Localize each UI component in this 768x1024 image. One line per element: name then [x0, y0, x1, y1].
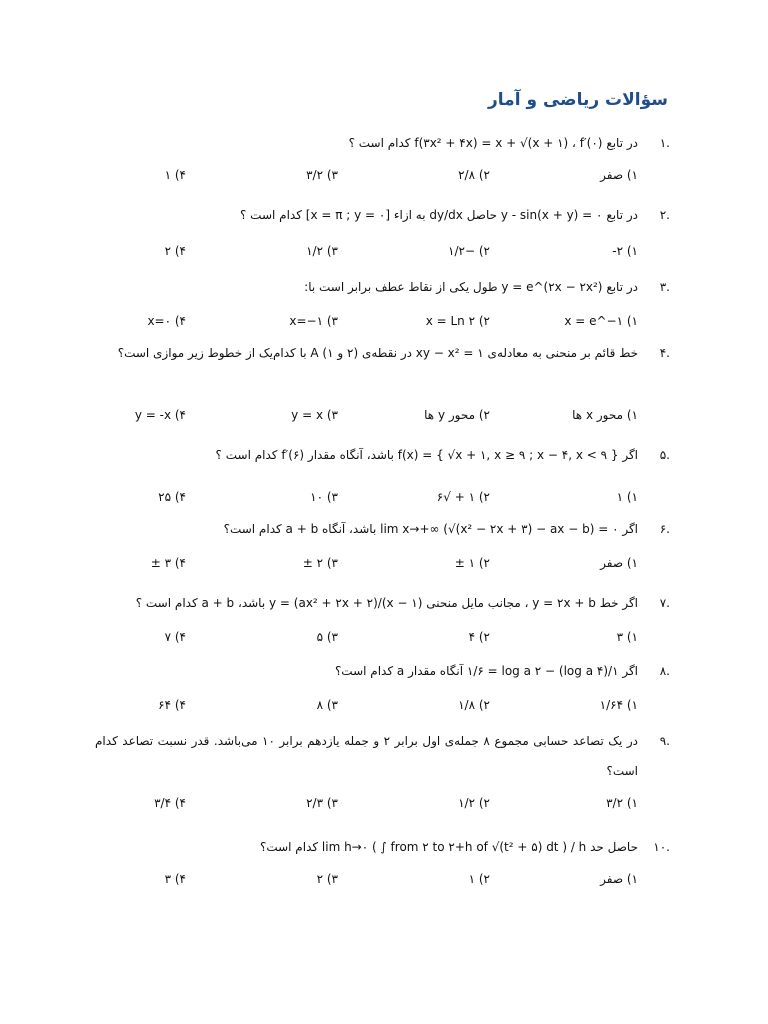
question-2 [95, 200, 670, 258]
options-row [95, 236, 638, 260]
question-text: اگر ۱/(log a ۴) − ۱/۶ = log a ۲ آنگاه مقدار a کدام است؟ [334, 664, 638, 678]
option-2[interactable]: ۲) ۱/۸ [458, 698, 490, 712]
page-title: سؤالات رياضی و آمار [488, 90, 668, 110]
option-4[interactable]: ۴) ۷ [164, 630, 186, 644]
option-4[interactable]: ۴) ۳/۴ [154, 796, 186, 810]
option-1[interactable]: ۱) صفر [600, 872, 638, 886]
question-number: .۱۰ [653, 840, 670, 854]
question-text: حاصل حد lim h→۰ ( ∫ from ۲ to ۲+h of √(t² + ۵) dt ) / h کدام است؟ [259, 840, 638, 854]
option-3[interactable]: ۳) ۲ ± [302, 556, 338, 570]
question-7 [95, 588, 670, 644]
option-1[interactable]: ۱) محور x ها [572, 408, 638, 422]
option-3[interactable]: ۳) ۳/۲ [306, 168, 338, 182]
question-text: اگر f(x) = { √x + ۱, x ≥ ۹ ; x − ۴, x < ۹ } باشد، آنگاه مقدار f′(۶) کدام است ؟ [215, 448, 638, 462]
question-text: در یک تصاعد حسابی مجموع ۸ جمله‌ی اول برابر ۲ و جمله یازدهم برابر ۱۰ می‌باشد. قدر نسبت تصاعد کدام است؟ [95, 734, 639, 778]
question-1 [95, 128, 670, 182]
question-9 [95, 726, 670, 810]
question-text: در تابع y = e^(۲x − ۲x²) طول یکی از نقاط عطف برابر است با: [304, 280, 638, 294]
option-1[interactable]: ۱) صفر [600, 556, 638, 570]
options-row [95, 788, 638, 812]
option-3[interactable]: ۳) ۱/۲ [306, 244, 338, 258]
options-row [95, 400, 638, 424]
option-1[interactable]: ۱) ۱ [616, 490, 638, 504]
question-3 [95, 272, 670, 328]
question-5 [95, 440, 670, 504]
option-3[interactable]: ۳) ۲/۳ [306, 796, 338, 810]
option-2[interactable]: ۲) ۱ [468, 872, 490, 886]
question-text: در تابع f(۳x² + ۴x) = x + √(x + ۱) ، f′(۰) کدام است ؟ [348, 136, 638, 150]
question-text: خط قائم بر منحنی به معادله‌ی xy − x² = ۱ در نقطه‌ی (۲ و ۱) A با کدام‌یک از خطوط زیر موازی است؟ [117, 346, 638, 360]
option-2[interactable]: ۲) ۴ [468, 630, 490, 644]
options-row [95, 306, 638, 330]
question-text: اگر lim x→+∞ (√(x² − ۲x + ۳) − ax − b) = ۰ باشد، آنگاه a + b کدام است؟ [223, 522, 638, 536]
option-2[interactable]: ۲) x = Ln ۲ [425, 314, 490, 328]
option-4[interactable]: ۴) ۲۵ [158, 490, 186, 504]
question-number: .۳ [659, 280, 670, 294]
question-text: اگر خط y = ۲x + b ، مجانب مایل منحنی y = (ax² + ۲x + ۲)/(x − ۱) باشد، a + b کدام است ؟ [135, 596, 638, 610]
option-4[interactable]: ۴) ۱ [164, 168, 186, 182]
options-row [95, 548, 638, 572]
option-4[interactable]: ۴) y = -x [134, 408, 186, 422]
option-1[interactable]: ۱) صفر [600, 168, 638, 182]
option-2[interactable]: ۲) ۱/۲ [458, 796, 490, 810]
question-text: در تابع y - sin(x + y) = ۰ حاصل dy/dx به ازاء [x = π ; y = ۰] کدام است ؟ [240, 208, 638, 222]
question-6 [95, 514, 670, 570]
question-number: .۹ [659, 734, 670, 748]
option-1[interactable]: ۱) ۳ [616, 630, 638, 644]
option-3[interactable]: ۳) ۵ [316, 630, 338, 644]
option-2[interactable]: ۲) محور y ها [424, 408, 490, 422]
option-1[interactable]: ۱) ۲- [612, 244, 638, 258]
option-4[interactable]: ۴) ۳ [164, 872, 186, 886]
question-number: .۵ [659, 448, 670, 462]
question-10 [95, 832, 670, 886]
option-1[interactable]: ۱) ۱/۶۴ [599, 698, 638, 712]
options-row [95, 482, 638, 506]
option-4[interactable]: ۴) ۳ ± [150, 556, 186, 570]
option-1[interactable]: ۱) x = e^−۱ [564, 314, 638, 328]
question-number: .۸ [659, 664, 670, 678]
option-2[interactable]: ۲) −۱/۲ [448, 244, 490, 258]
question-number: .۶ [659, 522, 670, 536]
option-4[interactable]: ۴) ۶۴ [158, 698, 186, 712]
options-row [95, 160, 638, 184]
question-4 [95, 338, 670, 422]
option-3[interactable]: ۳) ۲ [316, 872, 338, 886]
option-3[interactable]: ۳) ۸ [316, 698, 338, 712]
option-2[interactable]: ۲) ۲/۸ [458, 168, 490, 182]
question-8 [95, 656, 670, 712]
option-3[interactable]: ۳) ۱۰ [310, 490, 338, 504]
option-3[interactable]: ۳) x=−۱ [289, 314, 338, 328]
option-3[interactable]: ۳) y = x [291, 408, 338, 422]
option-1[interactable]: ۱) ۳/۲ [606, 796, 638, 810]
option-2[interactable]: ۲) ۱ + √۶ [436, 490, 490, 504]
option-4[interactable]: ۴) x=۰ [147, 314, 186, 328]
options-row [95, 622, 638, 646]
options-row [95, 864, 638, 888]
options-row [95, 690, 638, 714]
question-number: .۴ [659, 346, 670, 360]
question-number: .۱ [659, 136, 670, 150]
option-4[interactable]: ۴) ۲ [164, 244, 186, 258]
question-number: .۲ [659, 208, 670, 222]
option-2[interactable]: ۲) ۱ ± [454, 556, 490, 570]
question-number: .۷ [659, 596, 670, 610]
